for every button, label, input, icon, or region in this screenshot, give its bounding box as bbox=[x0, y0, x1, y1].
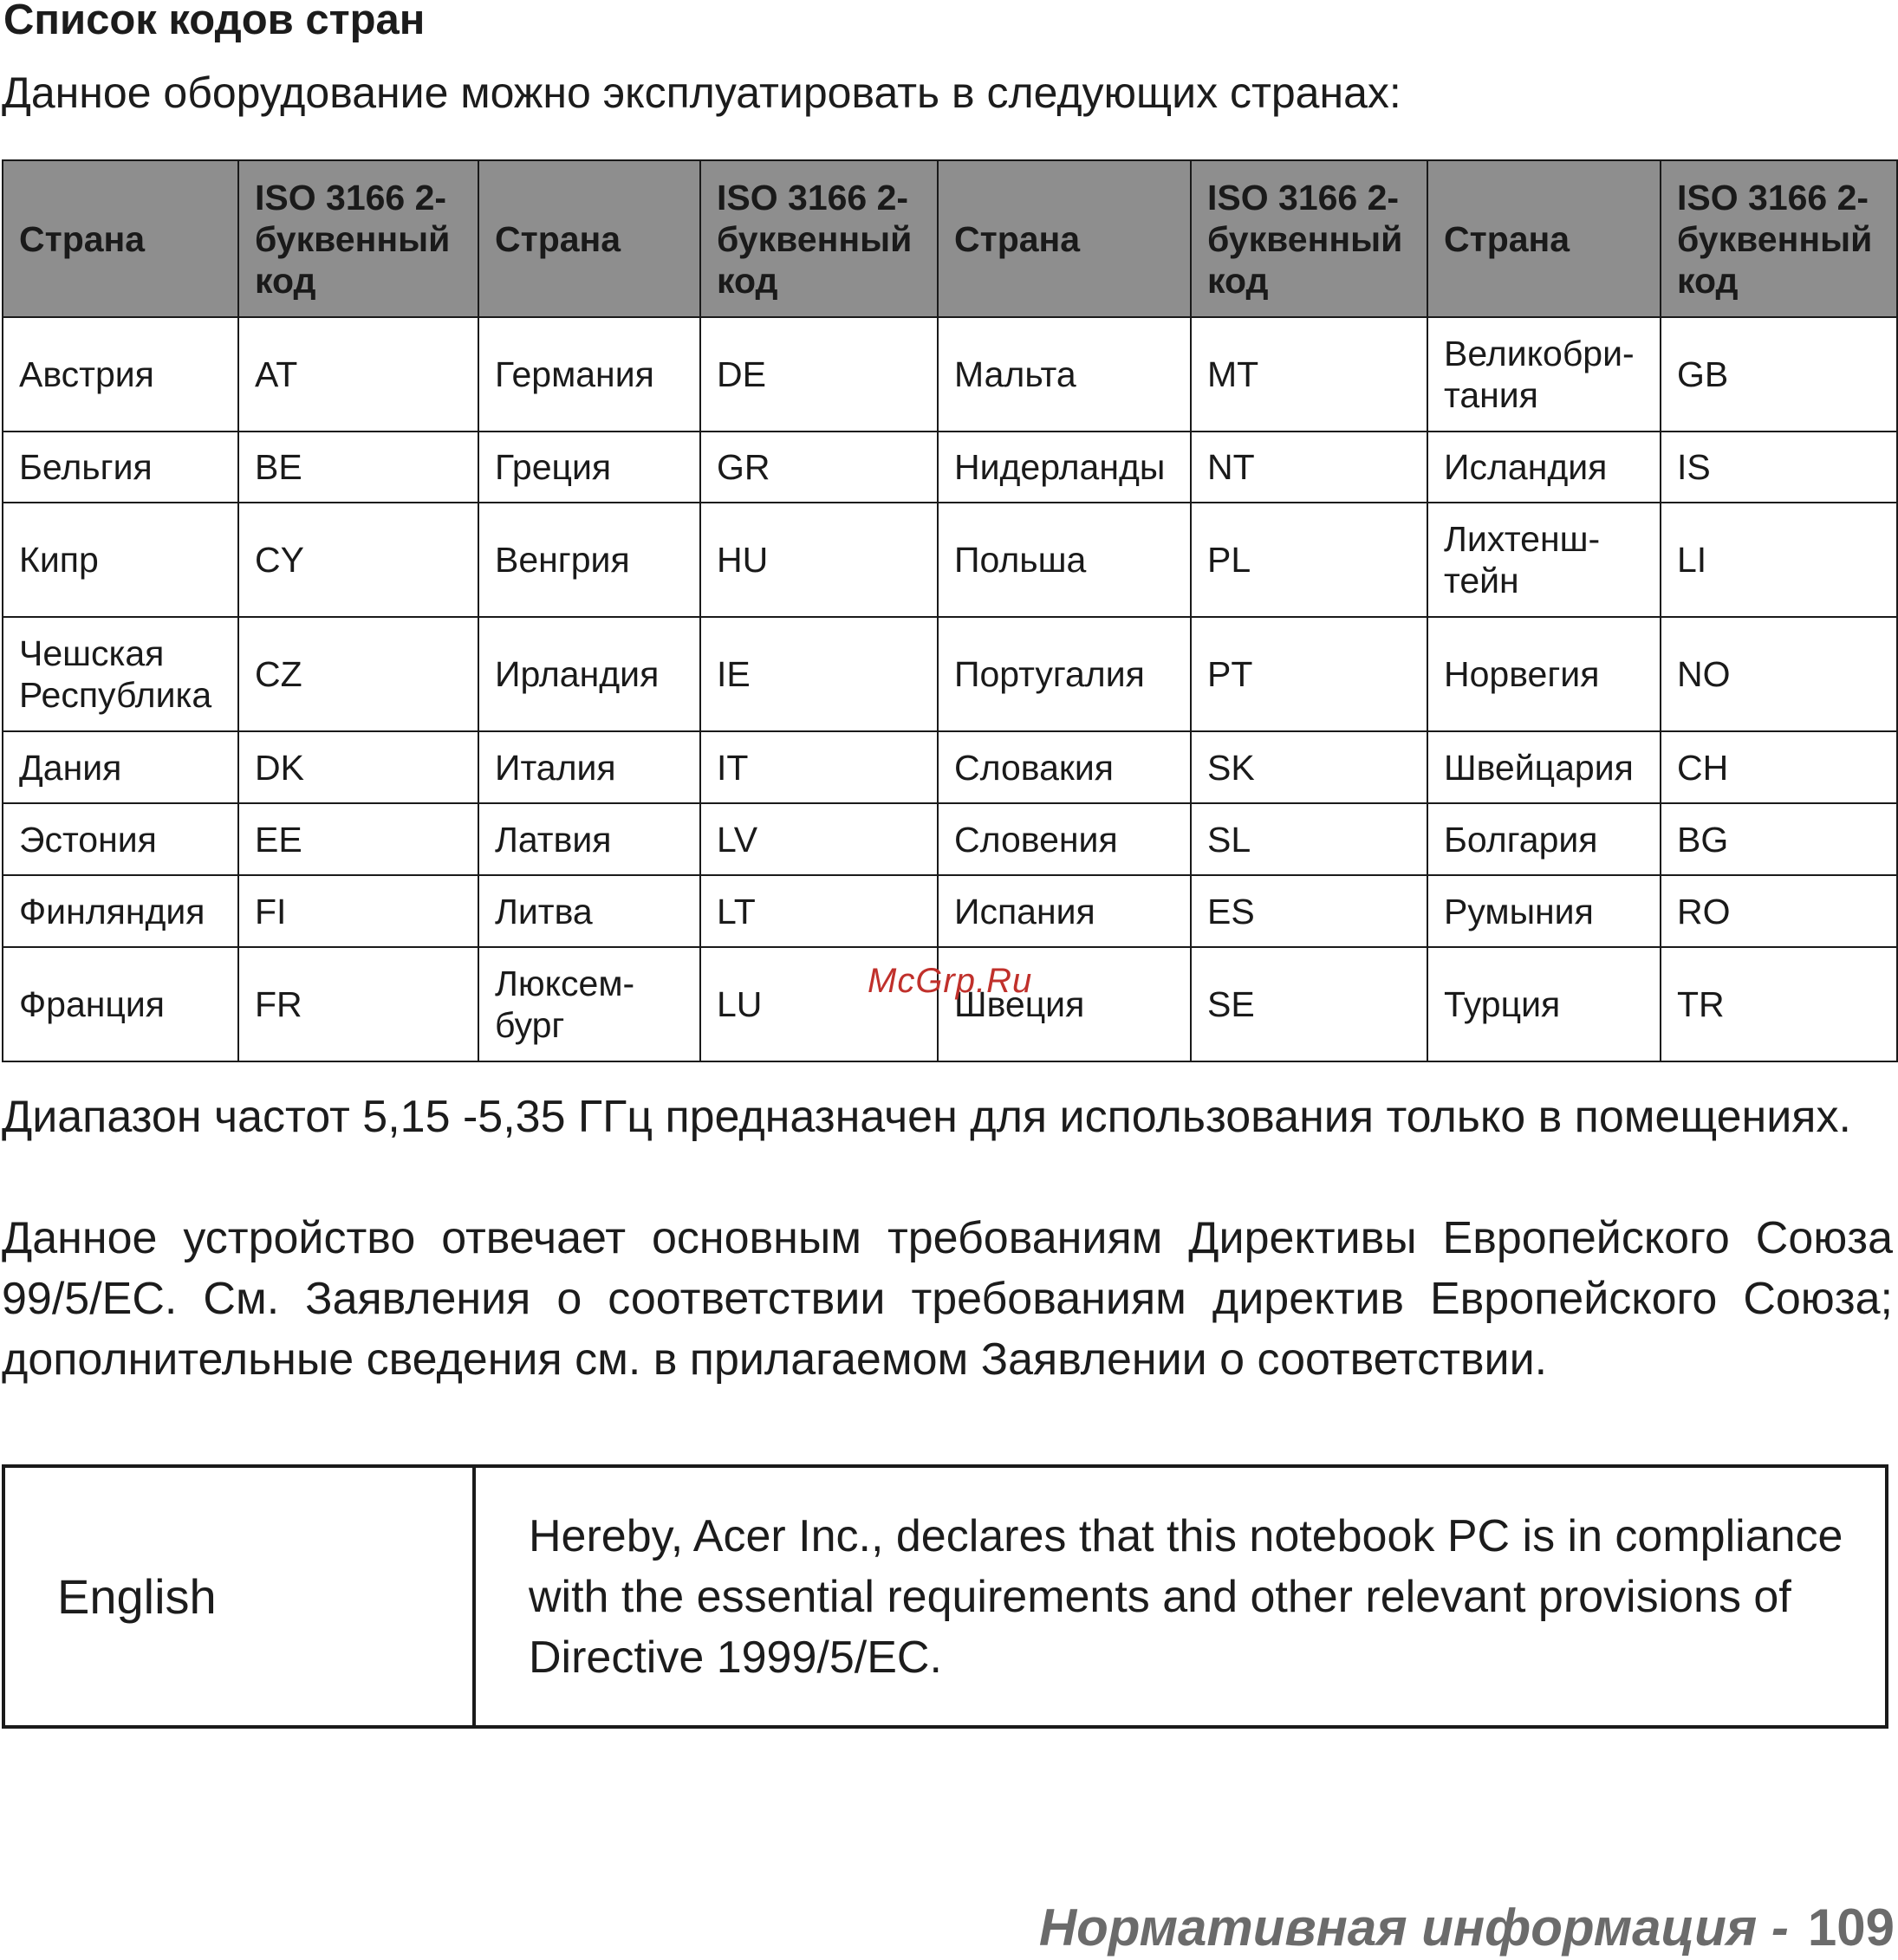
declaration-language: English bbox=[57, 1569, 217, 1624]
country-cell: Словения bbox=[938, 803, 1191, 875]
code-cell: AT bbox=[238, 317, 478, 432]
country-cell: Словакия bbox=[938, 731, 1191, 803]
code-cell: PT bbox=[1191, 617, 1427, 731]
code-cell: BE bbox=[238, 432, 478, 503]
code-cell: IT bbox=[700, 731, 938, 803]
table-header-row bbox=[3, 160, 1897, 317]
country-cell: Эстония bbox=[3, 803, 238, 875]
country-cell: Германия bbox=[478, 317, 700, 432]
code-cell: RO bbox=[1661, 875, 1897, 947]
country-cell: Латвия bbox=[478, 803, 700, 875]
header-iso-code: ISO 3166 2-буквенный код bbox=[700, 160, 938, 317]
code-cell: EE bbox=[238, 803, 478, 875]
country-cell: Венгрия bbox=[478, 503, 700, 617]
table-row bbox=[3, 432, 1897, 503]
code-cell: ES bbox=[1191, 875, 1427, 947]
country-cell: Финляндия bbox=[3, 875, 238, 947]
header-country: Страна bbox=[3, 160, 238, 317]
country-cell: Греция bbox=[478, 432, 700, 503]
header-country: Страна bbox=[478, 160, 700, 317]
country-cell: Кипр bbox=[3, 503, 238, 617]
header-country: Страна bbox=[938, 160, 1191, 317]
header-iso-code: ISO 3166 2-буквенный код bbox=[238, 160, 478, 317]
country-cell: Испания bbox=[938, 875, 1191, 947]
header-iso-code: ISO 3166 2-буквенный код bbox=[1661, 160, 1897, 317]
code-cell: LT bbox=[700, 875, 938, 947]
country-cell: Бельгия bbox=[3, 432, 238, 503]
declaration-box bbox=[2, 1464, 1888, 1729]
declaration-text: Hereby, Acer Inc., declares that this notebook PC is in compliance with the essential requirements and other relevant provisions of Directive 1999/5/EC. bbox=[529, 1511, 1843, 1683]
code-cell: FI bbox=[238, 875, 478, 947]
table-row bbox=[3, 875, 1897, 947]
country-cell: Нидерланды bbox=[938, 432, 1191, 503]
table-row bbox=[3, 803, 1897, 875]
code-cell: FR bbox=[238, 947, 478, 1061]
country-cell: Литва bbox=[478, 875, 700, 947]
watermark: McGrp.Ru bbox=[868, 962, 1033, 1000]
country-cell: Ирландия bbox=[478, 617, 700, 731]
code-cell: CZ bbox=[238, 617, 478, 731]
country-cell: Швеция bbox=[938, 947, 1191, 1061]
code-cell: MT bbox=[1191, 317, 1427, 432]
code-cell: LU bbox=[700, 947, 938, 1061]
country-cell: Франция bbox=[3, 947, 238, 1061]
page-footer bbox=[1039, 1898, 1895, 1957]
country-cell: Лихтенш-тейн bbox=[1427, 503, 1661, 617]
country-cell: Мальта bbox=[938, 317, 1191, 432]
compliance-note: Данное устройство отвечает основным требованиям Директивы Европейского Союза 99/5/ЕС. См. Заявления о соответствии требованиям директив Европейского Союза; дополнительные сведения см. в прилагаемом Заявлении о соответствии. bbox=[2, 1213, 1893, 1385]
code-cell: LV bbox=[700, 803, 938, 875]
country-cell: Болгария bbox=[1427, 803, 1661, 875]
code-cell: TR bbox=[1661, 947, 1897, 1061]
code-cell: SL bbox=[1191, 803, 1427, 875]
header-iso-code: ISO 3166 2-буквенный код bbox=[1191, 160, 1427, 317]
table-row bbox=[3, 617, 1897, 731]
footer-section-title: Нормативная информация - bbox=[1038, 1898, 1789, 1957]
country-cell: Румыния bbox=[1427, 875, 1661, 947]
code-cell: DE bbox=[700, 317, 938, 432]
country-cell: Италия bbox=[478, 731, 700, 803]
country-cell: Турция bbox=[1427, 947, 1661, 1061]
country-codes-table bbox=[2, 159, 1898, 1062]
code-cell: GR bbox=[700, 432, 938, 503]
country-cell: Швейцария bbox=[1427, 731, 1661, 803]
code-cell: CH bbox=[1661, 731, 1897, 803]
page-subtitle: Данное оборудование можно эксплуатировать в следующих странах: bbox=[2, 68, 1401, 117]
code-cell: SK bbox=[1191, 731, 1427, 803]
country-cell: Португалия bbox=[938, 617, 1191, 731]
page-title: Список кодов стран bbox=[3, 0, 426, 43]
country-cell: Исландия bbox=[1427, 432, 1661, 503]
code-cell: SE bbox=[1191, 947, 1427, 1061]
declaration-divider bbox=[472, 1468, 476, 1725]
country-cell: Люксем-бург bbox=[478, 947, 700, 1061]
country-cell: Норвегия bbox=[1427, 617, 1661, 731]
table-row bbox=[3, 503, 1897, 617]
country-cell: Дания bbox=[3, 731, 238, 803]
code-cell: IS bbox=[1661, 432, 1897, 503]
code-cell: LI bbox=[1661, 503, 1897, 617]
code-cell: IE bbox=[700, 617, 938, 731]
page-number: 109 bbox=[1807, 1898, 1895, 1957]
country-cell: Австрия bbox=[3, 317, 238, 432]
code-cell: CY bbox=[238, 503, 478, 617]
country-cell: Великобри-тания bbox=[1427, 317, 1661, 432]
country-cell: Польша bbox=[938, 503, 1191, 617]
code-cell: HU bbox=[700, 503, 938, 617]
frequency-note: Диапазон частот 5,15 -5,35 ГГц предназначен для использования только в помещениях. bbox=[2, 1092, 1851, 1142]
country-cell: Чешская Республика bbox=[3, 617, 238, 731]
code-cell: NO bbox=[1661, 617, 1897, 731]
header-country: Страна bbox=[1427, 160, 1661, 317]
code-cell: NT bbox=[1191, 432, 1427, 503]
table-row bbox=[3, 731, 1897, 803]
code-cell: PL bbox=[1191, 503, 1427, 617]
code-cell: DK bbox=[238, 731, 478, 803]
table-row bbox=[3, 317, 1897, 432]
code-cell: GB bbox=[1661, 317, 1897, 432]
code-cell: BG bbox=[1661, 803, 1897, 875]
